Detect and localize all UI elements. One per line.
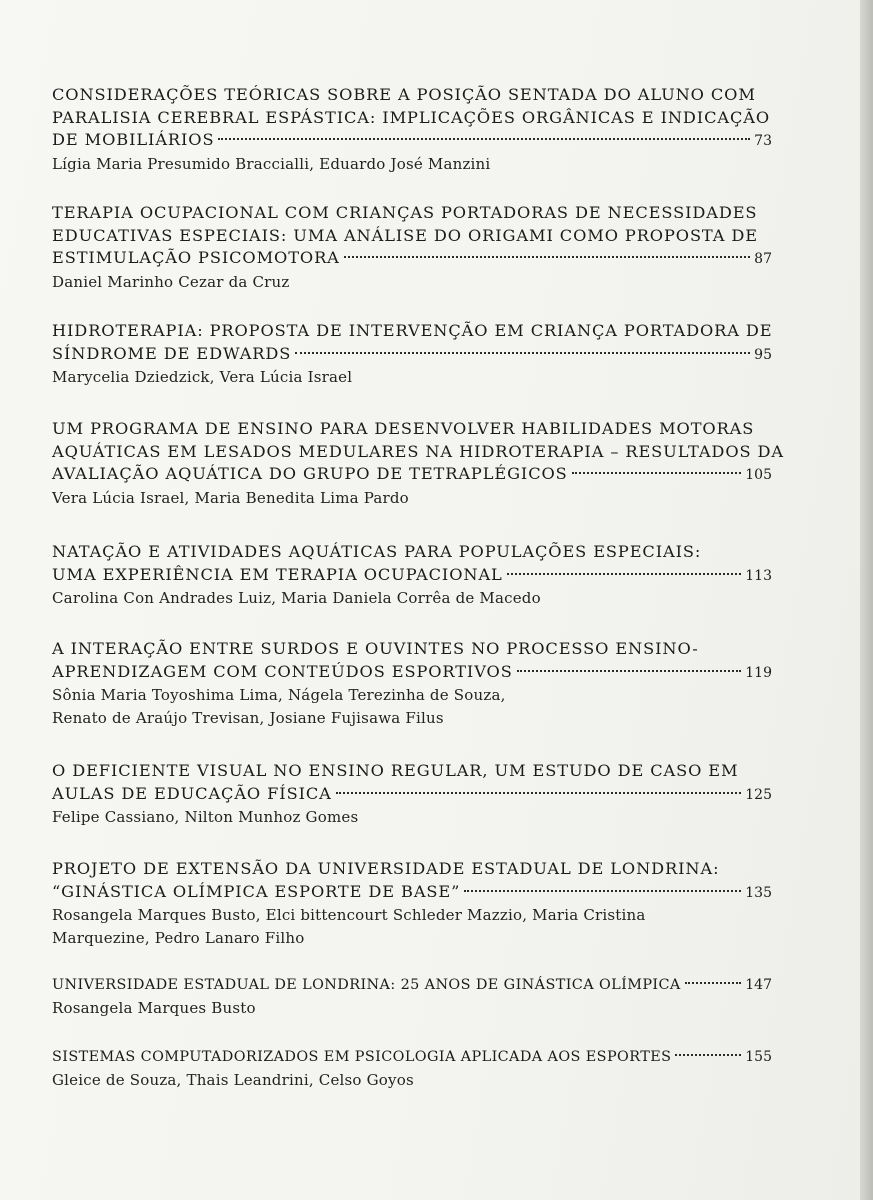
toc-entry <box>52 858 772 950</box>
toc-entry <box>52 541 772 610</box>
page-number: 95 <box>754 346 772 363</box>
dot-leader <box>572 472 742 474</box>
dot-leader <box>464 890 741 892</box>
entry-title-line: AQUÁTICAS EM LESADOS MEDULARES NA HIDROTERAPIA – RESULTADOS DA <box>52 441 784 461</box>
dot-leader <box>295 352 750 354</box>
entry-title-line: NATAÇÃO E ATIVIDADES AQUÁTICAS PARA POPULAÇÕES ESPECIAIS: <box>52 542 702 561</box>
toc-entry <box>52 202 772 294</box>
entry-title-line: A INTERAÇÃO ENTRE SURDOS E OUVINTES NO PROCESSO ENSINO- <box>52 639 699 658</box>
entry-authors: Rosangela Marques Busto <box>52 998 256 1017</box>
entry-title-line: AULAS DE EDUCAÇÃO FÍSICA <box>52 783 332 803</box>
entry-title-line: PARALISIA CEREBRAL ESPÁSTICA: IMPLICAÇÕES ORGÂNICAS E INDICAÇÃO <box>52 107 771 127</box>
page-number: 105 <box>745 467 772 483</box>
entry-title-line: SISTEMAS COMPUTADORIZADOS EM PSICOLOGIA APLICADA AOS ESPORTES <box>52 1049 672 1065</box>
entry-title-line: AVALIAÇÃO AQUÁTICA DO GRUPO DE TETRAPLÉGICOS <box>52 464 568 483</box>
page-number: 87 <box>754 251 772 267</box>
entry-title-line: CONSIDERAÇÕES TEÓRICAS SOBRE A POSIÇÃO SENTADA DO ALUNO COM <box>52 85 756 104</box>
page-number: 135 <box>745 884 772 901</box>
entry-title-line: DE MOBILIÁRIOS <box>52 130 215 149</box>
page-edge <box>860 0 873 1200</box>
toc-entry <box>52 418 784 510</box>
entry-title-line: UNIVERSIDADE ESTADUAL DE LONDRINA: 25 ANOS DE GINÁSTICA OLÍMPICA <box>52 977 681 993</box>
entry-authors: Gleice de Souza, Thais Leandrini, Celso Goyos <box>52 1070 414 1089</box>
entry-authors: Felipe Cassiano, Nilton Munhoz Gomes <box>52 808 359 826</box>
entry-title-last-line <box>52 129 772 153</box>
toc-entry <box>52 638 772 730</box>
entry-authors: Lígia Maria Presumido Braccialli, Eduardo José Manzini <box>52 154 491 173</box>
entry-title-last-line <box>52 661 772 685</box>
entry-title-line: HIDROTERAPIA: PROPOSTA DE INTERVENÇÃO EM CRIANÇA PORTADORA DE <box>52 321 773 340</box>
entry-title-last-line <box>52 881 772 905</box>
entry-title-last-line <box>52 463 772 487</box>
entry-title-line: PROJETO DE EXTENSÃO DA UNIVERSIDADE ESTADUAL DE LONDRINA: <box>52 859 720 878</box>
entry-authors: Marquezine, Pedro Lanaro Filho <box>52 929 305 947</box>
dot-leader <box>218 138 750 140</box>
entry-title-line: SÍNDROME DE EDWARDS <box>52 343 292 363</box>
entry-title-line: UMA EXPERIÊNCIA EM TERAPIA OCUPACIONAL <box>52 564 503 584</box>
entry-authors: Carolina Con Andrades Luiz, Maria Daniela Corrêa de Macedo <box>52 589 541 607</box>
page-number: 73 <box>754 133 772 149</box>
toc-entry <box>52 760 772 829</box>
entry-title-last-line <box>52 343 772 367</box>
toc-entry <box>52 320 772 389</box>
entry-title-line: APRENDIZAGEM COM CONTEÚDOS ESPORTIVOS <box>52 661 513 681</box>
entry-title-line: ESTIMULAÇÃO PSICOMOTORA <box>52 248 340 267</box>
entry-title-line: EDUCATIVAS ESPECIAIS: UMA ANÁLISE DO ORIGAMI COMO PROPOSTA DE <box>52 225 758 245</box>
toc-entry <box>52 974 772 1020</box>
entry-title-line: TERAPIA OCUPACIONAL COM CRIANÇAS PORTADORAS DE NECESSIDADES <box>52 203 758 222</box>
entry-authors: Vera Lúcia Israel, Maria Benedita Lima Pardo <box>52 488 409 507</box>
page-number: 155 <box>745 1049 772 1065</box>
dot-leader <box>507 573 742 575</box>
dot-leader <box>675 1054 741 1056</box>
entry-title-last-line <box>52 1046 772 1069</box>
toc-entry <box>52 1046 772 1092</box>
entry-title-last-line <box>52 564 772 588</box>
entry-title-last-line <box>52 247 772 271</box>
dot-leader <box>344 256 750 258</box>
entry-title-line: O DEFICIENTE VISUAL NO ENSINO REGULAR, UM ESTUDO DE CASO EM <box>52 761 739 780</box>
entry-authors: Renato de Araújo Trevisan, Josiane Fujisawa Filus <box>52 709 444 727</box>
entry-authors: Marycelia Dziedzick, Vera Lúcia Israel <box>52 368 353 386</box>
page-number: 119 <box>745 664 772 681</box>
entry-title-last-line <box>52 974 772 997</box>
entry-authors: Sônia Maria Toyoshima Lima, Nágela Terezinha de Souza, <box>52 686 506 704</box>
page-number: 125 <box>745 786 772 803</box>
page-number: 113 <box>745 567 772 584</box>
entry-authors: Daniel Marinho Cezar da Cruz <box>52 272 290 291</box>
entry-title-last-line <box>52 783 772 807</box>
dot-leader <box>336 792 742 794</box>
page-number: 147 <box>745 977 772 993</box>
dot-leader <box>517 670 742 672</box>
entry-authors: Rosangela Marques Busto, Elci bittencourt Schleder Mazzio, Maria Cristina <box>52 906 646 924</box>
toc-entry <box>52 84 772 176</box>
entry-title-line: UM PROGRAMA DE ENSINO PARA DESENVOLVER HABILIDADES MOTORAS <box>52 419 755 438</box>
dot-leader <box>685 982 742 984</box>
entry-title-line: “GINÁSTICA OLÍMPICA ESPORTE DE BASE” <box>52 881 461 901</box>
